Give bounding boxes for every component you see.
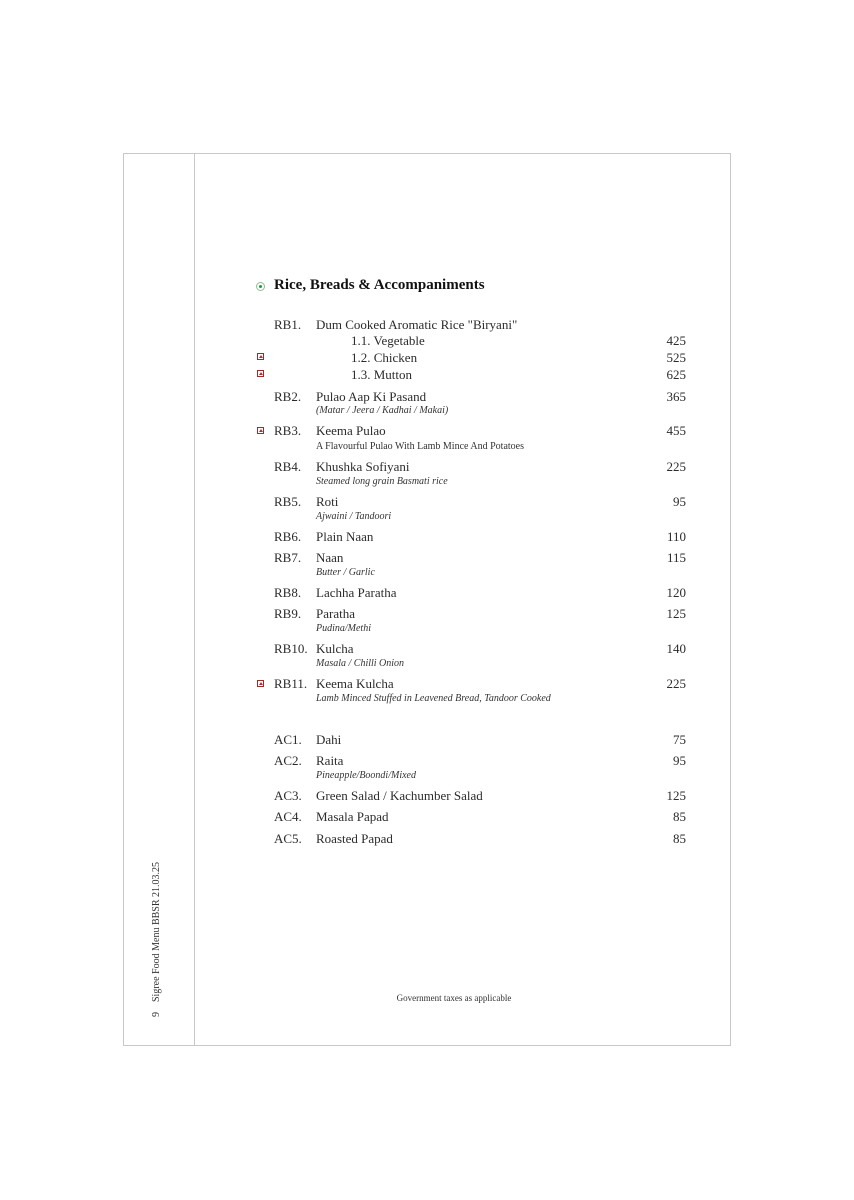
item-name: Lachha Paratha (316, 585, 397, 600)
item-description: Steamed long grain Basmati rice (316, 476, 448, 487)
item-price: 115 (666, 550, 686, 565)
item-price: 225 (666, 676, 686, 691)
item-name: Paratha (316, 606, 355, 621)
item-price: 140 (666, 641, 686, 656)
item-name: Green Salad / Kachumber Salad (316, 788, 483, 803)
item-price: 120 (666, 585, 686, 600)
non-veg-icon (257, 427, 264, 434)
item-name: Naan (316, 550, 344, 565)
menu-item-rb3 (274, 422, 686, 440)
item-description: Butter / Garlic (316, 567, 375, 578)
menu-item-ac1 (274, 731, 686, 749)
item-code: RB8. (274, 585, 302, 600)
item-description: Pudina/Methi (316, 623, 371, 634)
menu-item-ac4 (274, 808, 686, 826)
menu-item-ac3 (274, 787, 686, 805)
item-code: RB1. (274, 317, 302, 332)
item-price: 95 (673, 753, 686, 768)
non-veg-icon (257, 680, 264, 687)
item-price: 455 (666, 423, 686, 438)
item-code: AC5. (274, 831, 302, 846)
item-price: 125 (666, 788, 686, 803)
item-price: 85 (673, 831, 686, 846)
item-name: Roasted Papad (316, 831, 393, 846)
item-code: RB10. (274, 641, 308, 656)
item-description: Masala / Chilli Onion (316, 658, 405, 669)
item-code: RB7. (274, 550, 302, 565)
item-name: Dahi (316, 732, 342, 747)
menu-item-rb11 (274, 675, 686, 693)
menu-version: Sigree Food Menu BBSR 21.03.25 (151, 861, 162, 1002)
item-name: Raita (316, 753, 344, 768)
item-price: 75 (673, 732, 686, 747)
menu-item-rb8 (274, 584, 686, 602)
variant-price: 425 (666, 333, 686, 348)
menu-variant-vegetable (274, 332, 686, 350)
item-price: 95 (673, 494, 686, 509)
item-name: Kulcha (316, 641, 354, 656)
item-code: RB3. (274, 423, 302, 438)
menu-item-rb5 (274, 493, 686, 511)
item-code: AC3. (274, 788, 302, 803)
non-veg-icon (257, 370, 264, 377)
item-code: AC4. (274, 809, 302, 824)
item-code: AC1. (274, 732, 302, 747)
item-name: Masala Papad (316, 809, 389, 824)
item-price: 85 (673, 809, 686, 824)
tax-note: Government taxes as applicable (396, 993, 512, 1003)
item-code: RB11. (274, 676, 308, 691)
item-code: RB6. (274, 529, 302, 544)
item-code: RB9. (274, 606, 302, 621)
item-description: Lamb Minced Stuffed in Leavened Bread, Tandoor Cooked (316, 693, 551, 704)
item-name: Khushka Sofiyani (316, 459, 410, 474)
menu-item-rb2 (274, 388, 686, 406)
item-name: Keema Kulcha (316, 676, 394, 691)
variant-name: 1.3. Mutton (351, 367, 413, 382)
menu-item-rb6 (274, 528, 686, 546)
item-price: 110 (666, 529, 686, 544)
menu-variant-chicken (274, 349, 686, 367)
item-name: Pulao Aap Ki Pasand (316, 389, 427, 404)
menu-item-ac2 (274, 752, 686, 770)
item-code: RB4. (274, 459, 302, 474)
variant-name: 1.2. Chicken (351, 350, 418, 365)
page-number: 9 (151, 1012, 162, 1017)
menu-item-ac5 (274, 830, 686, 848)
item-code: RB2. (274, 389, 302, 404)
item-description: (Matar / Jeera / Kadhai / Makai) (316, 405, 449, 416)
item-price: 125 (666, 606, 686, 621)
item-description: Pineapple/Boondi/Mixed (316, 770, 416, 781)
menu-item-rb4 (274, 458, 686, 476)
item-name: Dum Cooked Aromatic Rice "Biryani" (316, 317, 518, 332)
variant-name: 1.1. Vegetable (351, 333, 425, 348)
menu-variant-mutton (274, 366, 686, 384)
menu-item-rb9 (274, 605, 686, 623)
menu-item-rb7 (274, 549, 686, 567)
section-title: Rice, Breads & Accompaniments (274, 277, 485, 293)
item-name: Keema Pulao (316, 423, 386, 438)
item-price: 365 (666, 389, 686, 404)
item-name: Roti (316, 494, 339, 509)
item-price: 225 (666, 459, 686, 474)
margin-rule (194, 153, 195, 1046)
item-description: Ajwaini / Tandoori (316, 511, 392, 522)
variant-price: 525 (666, 350, 686, 365)
veg-section-icon (256, 282, 265, 291)
menu-item-rb10 (274, 640, 686, 658)
item-description: A Flavourful Pulao With Lamb Mince And Potatoes (316, 441, 525, 452)
variant-price: 625 (666, 367, 686, 382)
item-code: RB5. (274, 494, 302, 509)
non-veg-icon (257, 353, 264, 360)
item-code: AC2. (274, 753, 302, 768)
item-name: Plain Naan (316, 529, 374, 544)
